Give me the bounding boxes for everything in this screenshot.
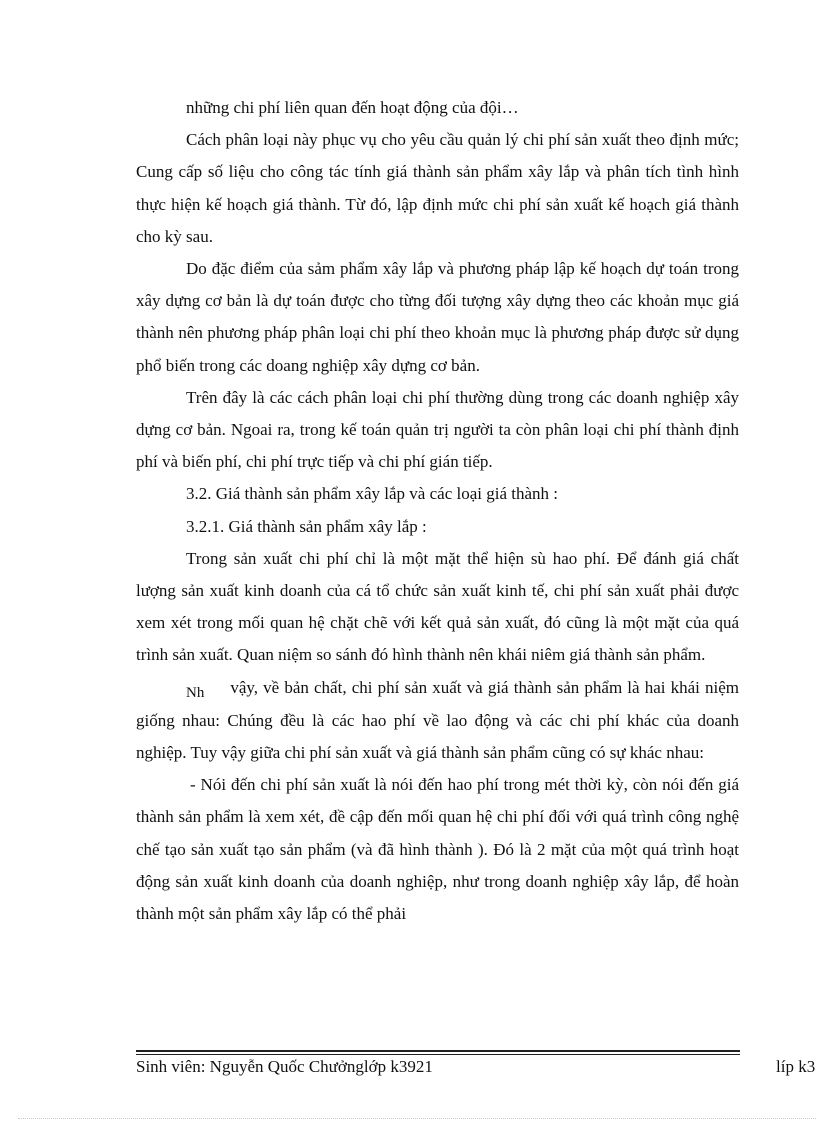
paragraph-continuation: những chi phí liên quan đến hoạt động của đội… [186,98,519,117]
section-heading: 3.2. Giá thành sản phẩm xây lắp và các loại giá thành : [186,484,558,504]
footer-class: líp k3 [776,1057,816,1076]
paragraph: Do đặc điểm của sảm phẩm xây lắp và phương pháp lập kế hoạch dự toán trong xây dựng cơ bản là dự toán được cho từng đối tượng xây dựng theo các khoản mục giá thành nên phương pháp phân loại chi phí theo khoản mục là phương pháp được sử dụng phổ biến trong các doang nghiệp xây dựng cơ bản. [136,259,739,375]
footer-author: Sinh viên: Nguyễn Quốc Chưởnglớp k3921 [136,1057,433,1076]
paragraph: Cách phân loại này phục vụ cho yêu cầu quản lý chi phí sản xuất theo định mức; Cung cấp số liệu cho công tác tính giá thành sản phẩm xây lắp và phân tích tình hình thực hiện kế hoạch giá thành. Từ đó, lập định mức chi phí sản xuất kế hoạch giá thành cho kỳ sau. [136,130,739,246]
paragraph-text: vậy, về bản chất, chi phí sản xuất và giá thành sản phẩm là hai khái niệm giống nhau: Chúng đều là các hao phí về lao động và các chi phí khác của doanh nghiệp. Tuy vậy giữa chi phí sản xuất và giá thành sản phẩm cũng có sự khác nhau: [136,677,739,763]
body-text [136,92,739,930]
paragraph: - Nói đến chi phí sản xuất là nói đến hao phí trong mét thời kỳ, còn nói đến giá thành sản phẩm là xem xét, đề cập đến mối quan hệ chi phí đối với quá trình công nghệ chế tạo sản xuất tạo sản phẩm (và đã hình thành ). Đó là 2 mặt của một quá trình hoạt động sản xuất kinh doanh của doanh nghiệp, như trong doanh nghiệp xây lắp, để hoàn thành một sản phẩm xây lắp có thể phải [136,775,739,924]
paragraph: Trong sản xuất chi phí chỉ là một mặt thể hiện sù hao phí. Để đánh giá chất lượng sản xuất kinh doanh của cá tổ chức sản xuất kinh tế, chi phí sản xuất phải được xem xét trong mối quan hệ chặt chẽ với kết quả sản xuất, đó cũng là một mặt của quá trình sản xuất. Quan niệm so sánh đó hình thành nên khái niêm giá thành sản phẩm. [136,548,739,665]
nh-fragment: Nh [186,684,205,701]
footer-rule [136,1050,740,1052]
page-boundary [18,1118,816,1119]
paragraph: Trên đây là các cách phân loại chi phí thường dùng trong các doanh nghiệp xây dựng cơ bản. Ngoai ra, trong kế toán quản trị người ta còn phân loại chi phí thành định phí và biến phí, chi phí trực tiếp và chi phí gián tiếp. [136,387,739,472]
paragraph [136,672,739,770]
footer-rule [136,1054,740,1055]
subsection-heading: 3.2.1. Giá thành sản phẩm xây lắp : [186,516,427,536]
